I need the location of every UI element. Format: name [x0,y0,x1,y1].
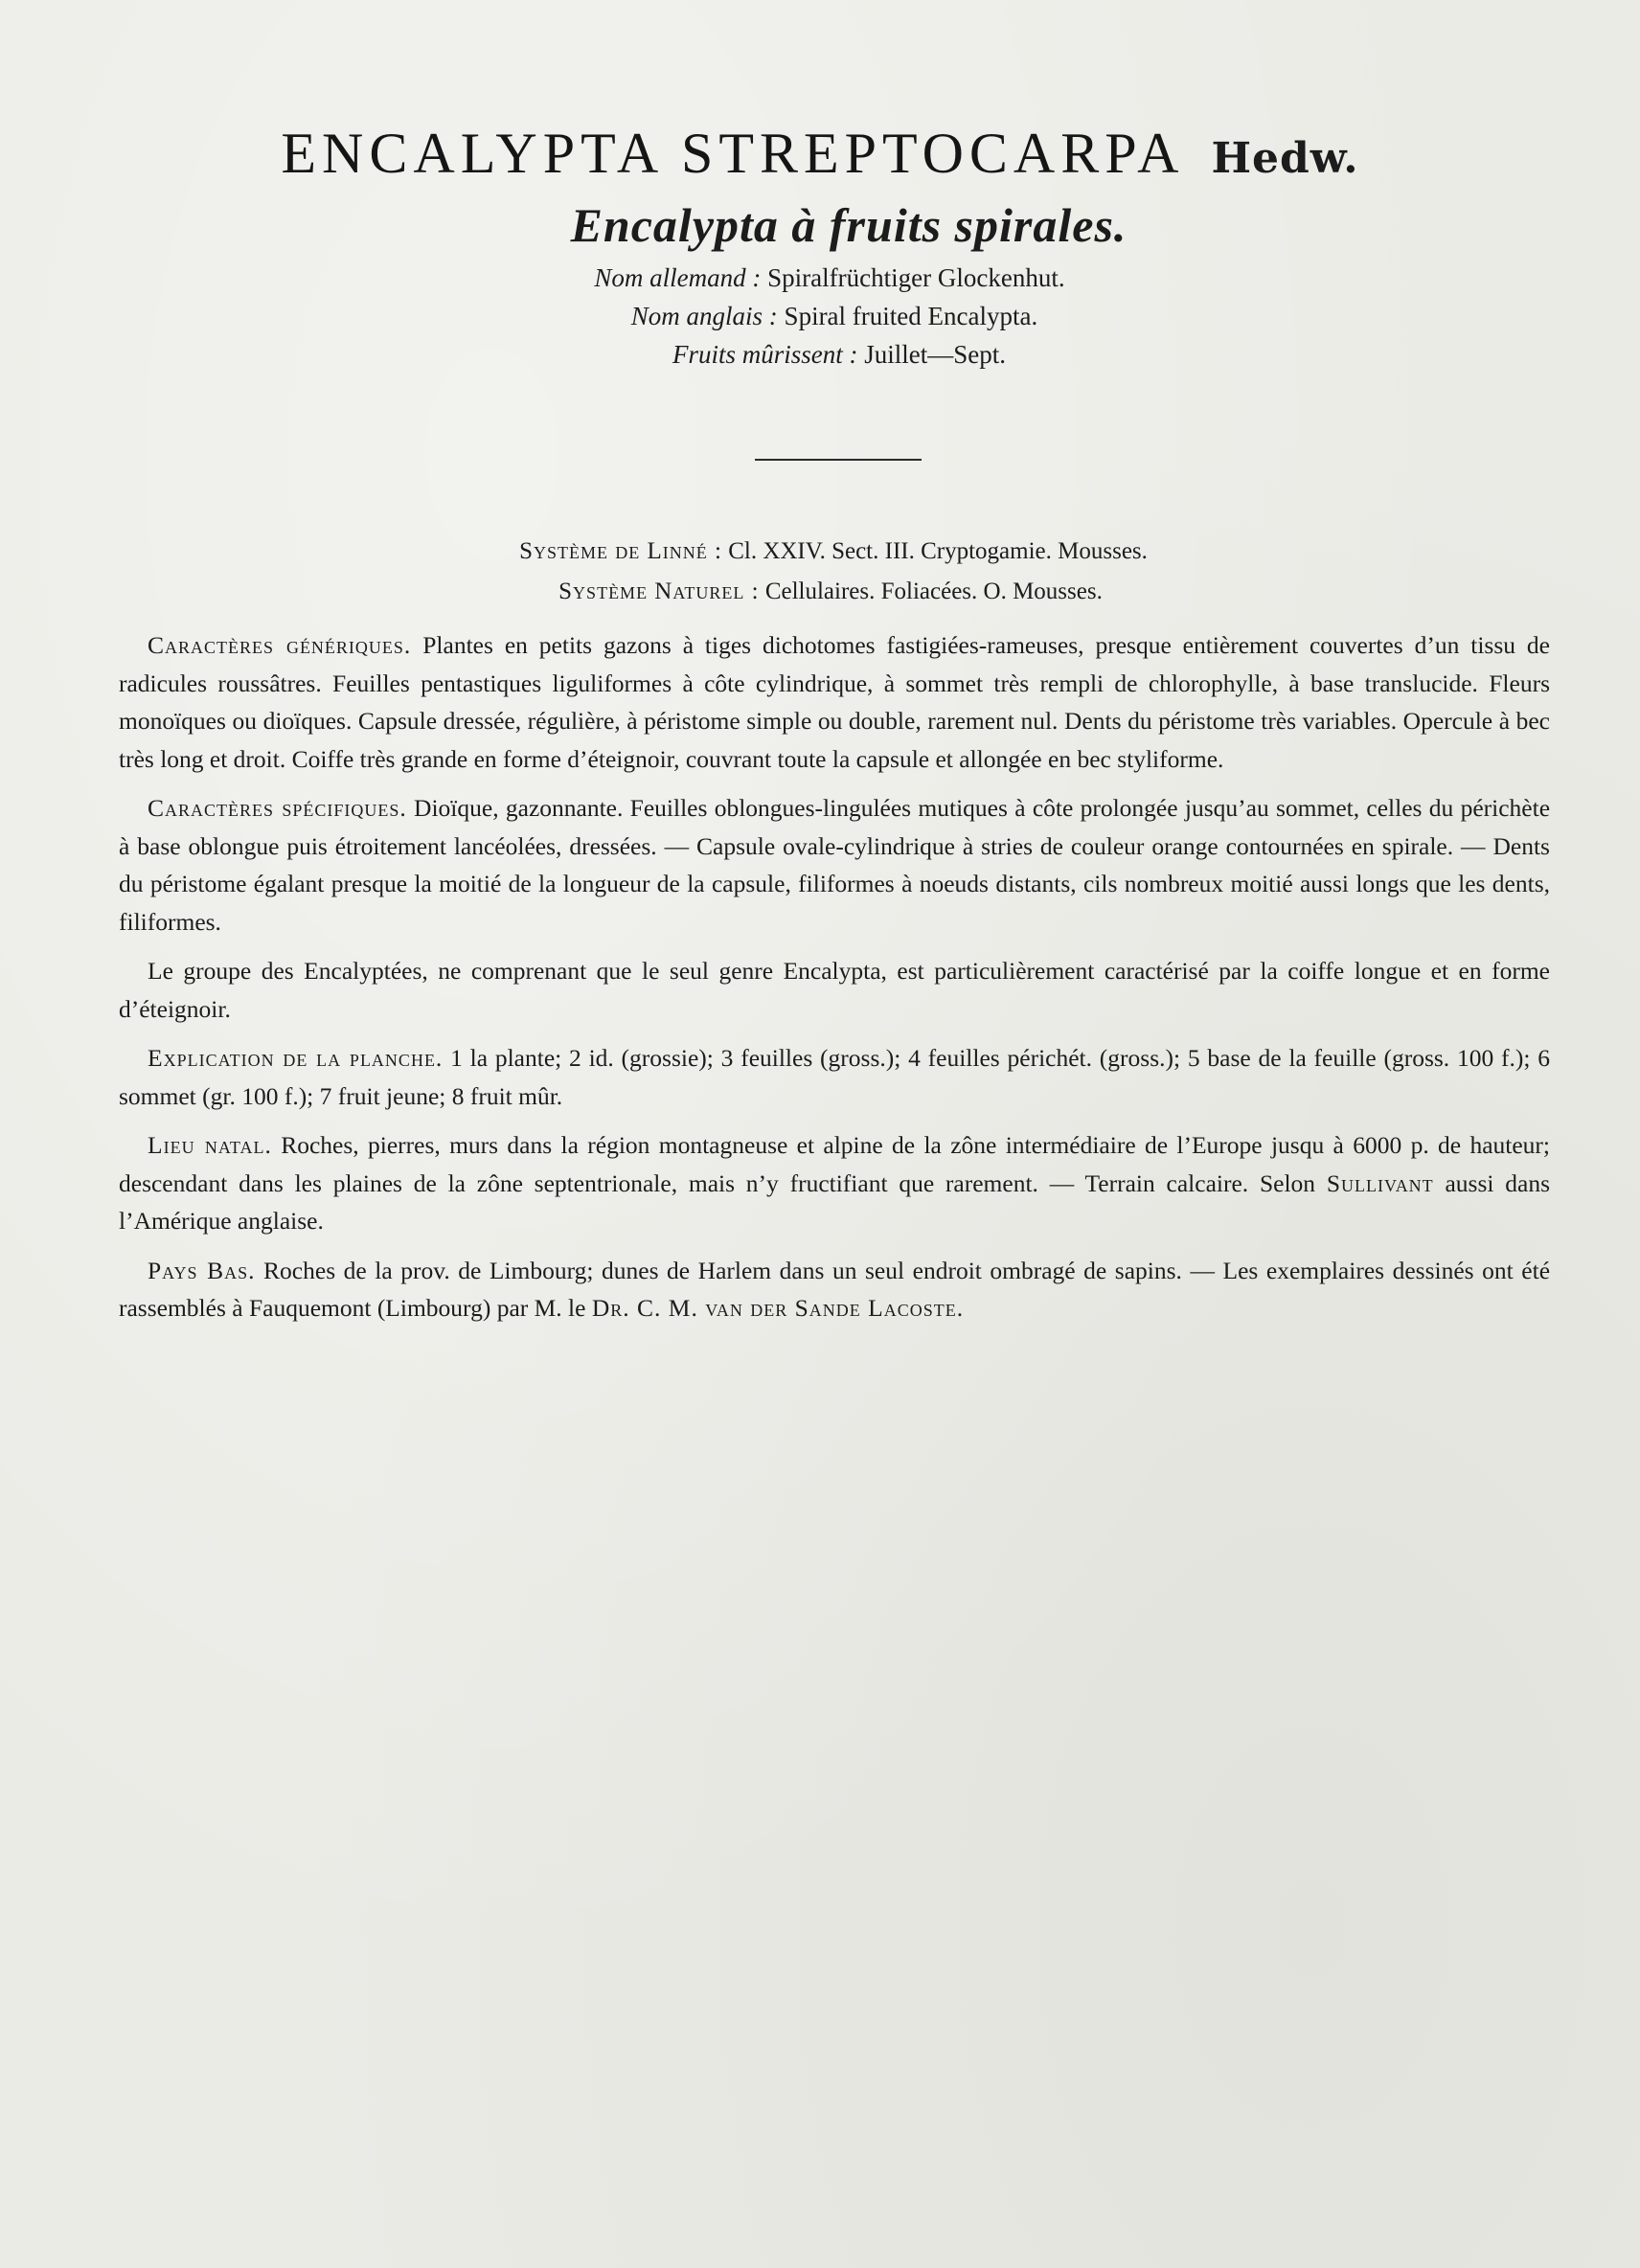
habitat-paragraph [119,1126,1550,1240]
netherlands-paragraph [119,1252,1550,1327]
english-name-label: Nom anglais : [630,302,778,330]
sullivant-name: Sullivant [1326,1168,1434,1197]
fruiting-line [0,335,1640,374]
netherlands-heading: Pays Bas. [148,1256,256,1284]
english-name-line [0,297,1640,335]
plate-explanation-heading: Explication de la planche. [148,1044,444,1072]
netherlands-text: Roches de la prov. de Limbourg; dunes de Harlem dans un seul endroit ombragé de sapins. — Les exemplaires dessinés ont été rassemblés à Fauquemont (Limbourg) par M. le [119,1256,1551,1322]
group-paragraph [119,952,1550,1028]
generic-characters-paragraph [119,626,1550,778]
linne-value: Cl. XXIV. Sect. III. Cryptogamie. Mousses. [728,538,1148,564]
habitat-text-end: aussi dans l’Amérique anglaise. [119,1168,1551,1235]
author-abbreviation: Hedw. [1211,134,1359,183]
description-body [119,626,1550,1339]
fruiting-label: Fruits mûrissent : [672,340,858,369]
plate-header [0,115,1640,374]
specific-characters-paragraph [119,789,1550,941]
generic-characters-text: Plantes en petits gazons à tiges dichotomes fastigiées-rameuses, presque entièrement couvertes d’un tissu de radicules roussâtres. Feuilles pentastiques liguliformes à côte cylindrique, à sommet très rempli de chlorophylle, à base translucide. Fleurs monoïques ou dioïques. Capsule dressée, régulière, à péristome simple ou double, rarement nul. Dents du péristome très variables. Opercule à bec très long et droit. Coiffe très grande en forme d’éteignoir, couvrant toute la capsule et allongée en bec styliforme. [119,631,1550,773]
natural-label: Système Naturel : [558,578,760,604]
french-common-name: Encalypta à fruits spirales. [570,198,1128,252]
section-divider [755,459,922,461]
title-line [0,115,1640,192]
specific-characters-heading: Caractères spécifiques. [148,794,407,822]
generic-characters-heading: Caractères génériques. [148,631,412,659]
english-name-value: Spiral fruited Encalypta. [784,302,1038,330]
species-title: ENCALYPTA STREPTOCARPA [281,122,1185,185]
linne-system-line [0,532,1640,572]
german-name-line [0,259,1640,297]
natural-system-line [0,572,1640,612]
habitat-heading: Lieu natal. [148,1131,272,1159]
habitat-text: Roches, pierres, murs dans la région montagneuse et alpine de la zône intermédiaire de l’Europe jusqu à 6000 p. de hauteur; descendant dans les plaines de la zône septentrionale, mais n’y fructifiant que rarement. — Terrain calcaire. Selon [119,1131,1550,1197]
german-name-label: Nom allemand : [594,263,762,292]
group-text: Le groupe des Encalyptées, ne comprenant que le seul genre Encalypta, est particulièrement caractérisé par la coiffe longue et en forme d’éteignoir. [119,957,1550,1023]
collector-name: Dr. C. M. van der Sande Lacoste. [591,1294,965,1322]
classification-systems [0,532,1640,612]
plate-explanation-paragraph [119,1039,1550,1115]
plate-explanation-text: 1 la plante; 2 id. (grossie); 3 feuilles (gross.); 4 feuilles périchét. (gross.); 5 base de la feuille (gross. 100 f.); 6 sommet (gr. 100 f.); 7 fruit jeune; 8 fruit mûr. [119,1044,1550,1110]
linne-label: Système de Linné : [519,538,722,564]
specific-characters-text: Dioïque, gazonnante. Feuilles oblongues-lingulées mutiques à côte prolongée jusqu’au sommet, celles du périchète à base oblongue puis étroitement lancéolées, dressées. — Capsule ovale-cylindrique à stries de couleur orange contournées en spirale. — Dents du péristome égalant presque la moitié de la longueur de la capsule, filiformes à noeuds distants, cils nombreux moitié aussi longs que les dents, filiformes. [119,794,1551,936]
fruiting-value: Juillet—Sept. [864,340,1006,369]
german-name-value: Spiralfrüchtiger Glockenhut. [767,263,1065,292]
natural-value: Cellulaires. Foliacées. O. Mousses. [764,578,1103,604]
